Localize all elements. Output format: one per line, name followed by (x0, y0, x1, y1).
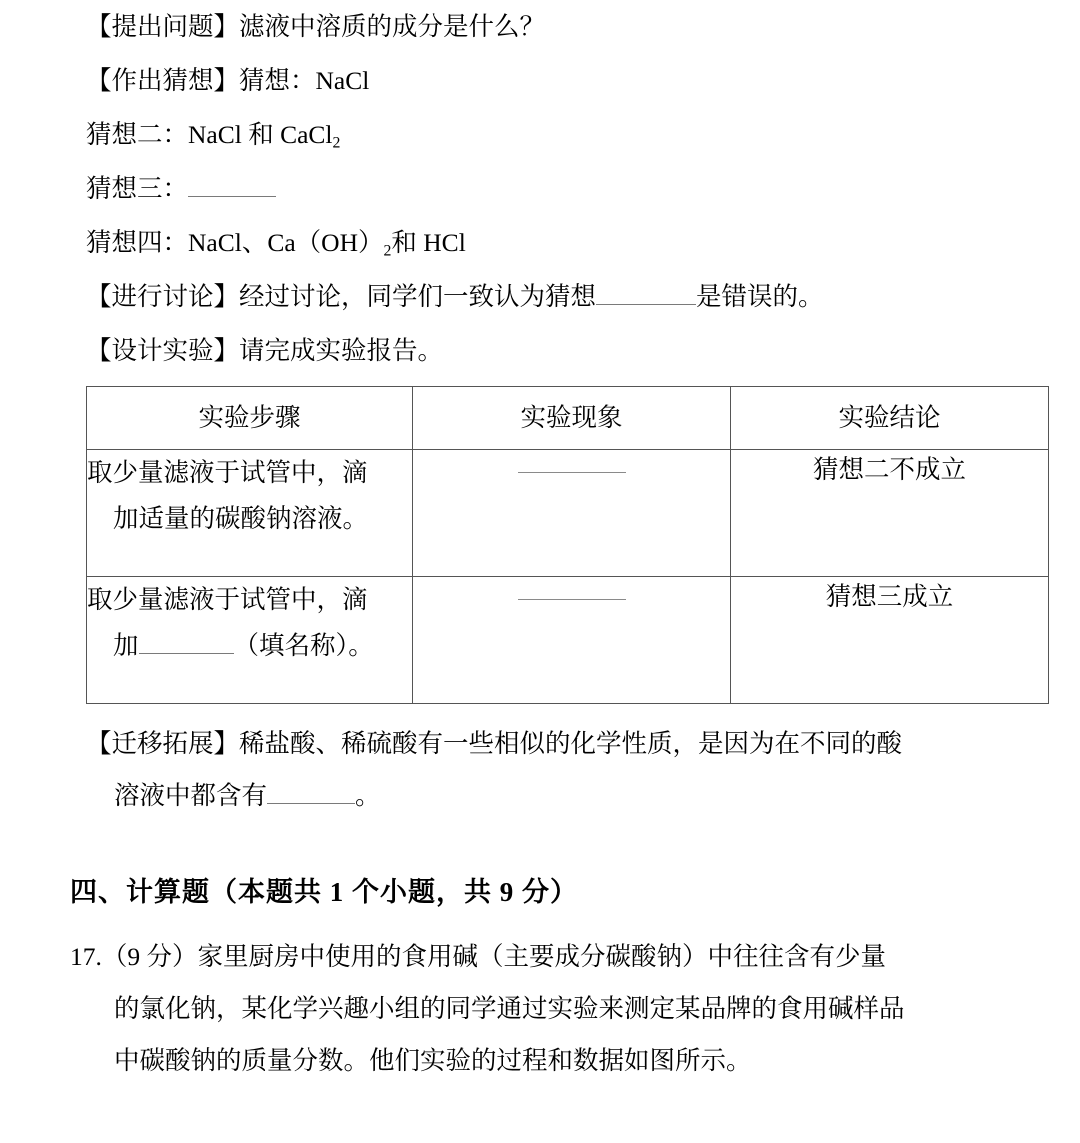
discussion-text-b: 是错误的。 (696, 282, 824, 311)
design-experiment-text: 【设计实验】请完成实验报告。 (86, 336, 444, 365)
row1-step-line1: 取少量滤液于试管中，滴 (87, 458, 368, 487)
row2-step-line1: 取少量滤液于试管中，滴 (87, 585, 368, 614)
guess-two-text: 猜想二：NaCl 和 CaCl (86, 120, 333, 149)
make-guess-text: 【作出猜想】猜想：NaCl (86, 66, 370, 95)
question-17-line2: 的氯化钠，某化学兴趣小组的同学通过实验来测定某品牌的食用碱样品 (114, 994, 905, 1023)
row2-step-suffix: （填名称）。 (233, 631, 374, 660)
discussion-text-a: 【进行讨论】经过讨论，同学们一致认为猜想 (86, 282, 597, 311)
table-row (87, 577, 1049, 704)
row2-conclusion-cell (731, 577, 1049, 704)
row1-step-line2: 加适量的碳酸钠溶液。 (113, 504, 369, 533)
row2-step-line2 (113, 623, 412, 669)
row2-phenomenon-cell (413, 577, 731, 704)
table-row (87, 450, 1049, 577)
question-17-line3: 中碳酸钠的质量分数。他们实验的过程和数据如图所示。 (114, 1046, 752, 1075)
question-block (0, 0, 1080, 378)
guess-four-text-a: 猜想四：NaCl、Ca（OH） (86, 228, 384, 257)
row2-step-answer-blank[interactable] (139, 653, 234, 654)
extension-answer-blank[interactable] (267, 803, 355, 804)
extension-line2-prefix: 溶液中都含有 (114, 781, 268, 810)
row2-step-prefix: 加 (113, 631, 139, 660)
guess-four-line (86, 216, 1080, 270)
row1-conclusion-cell (731, 450, 1049, 577)
guess-four-text-b: 和 HCl (391, 228, 466, 257)
row1-phenomenon-blank[interactable] (518, 472, 626, 473)
section-four-title: 四、计算题（本题共 1 个小题，共 9 分） (70, 877, 578, 907)
table-header-step: 实验步骤 (87, 387, 413, 450)
raise-question-text: 【提出问题】滤液中溶质的成分是什么？ (86, 12, 546, 41)
row2-phenomenon-blank[interactable] (518, 599, 626, 600)
discussion-line (86, 270, 1080, 324)
guess-two-line (86, 108, 1080, 162)
row1-step-cell (87, 450, 413, 577)
row2-conclusion-text: 猜想三成立 (825, 582, 954, 611)
question-17-line1: 17.（9 分）家里厨房中使用的食用碱（主要成分碳酸钠）中往往含有少量 (70, 942, 887, 971)
extension-line2-suffix: 。 (355, 781, 381, 810)
extension-line1: 【迁移拓展】稀盐酸、稀硫酸有一些相似的化学性质，是因为在不同的酸 (86, 729, 903, 758)
guess-two-subscript: 2 (332, 134, 341, 152)
guess-three-answer-blank[interactable] (188, 196, 276, 197)
table-header-conclusion: 实验结论 (731, 387, 1049, 450)
row2-step-cell (87, 577, 413, 704)
make-guess-line (86, 54, 1080, 108)
experiment-report-table (86, 386, 1049, 704)
guess-four-subscript: 2 (383, 242, 392, 260)
raise-question-line (86, 0, 1080, 54)
discussion-answer-blank[interactable] (596, 304, 696, 305)
question-17 (70, 931, 1080, 1087)
row1-phenomenon-cell (413, 450, 731, 577)
guess-three-text: 猜想三： (86, 174, 189, 203)
table-header-row (87, 387, 1049, 450)
guess-three-line (86, 162, 1080, 216)
extension-paragraph (86, 718, 1080, 822)
table-header-phenomenon: 实验现象 (413, 387, 731, 450)
row1-conclusion-text: 猜想二不成立 (812, 455, 966, 484)
extension-line2 (114, 770, 1080, 822)
design-experiment-line (86, 324, 1080, 378)
